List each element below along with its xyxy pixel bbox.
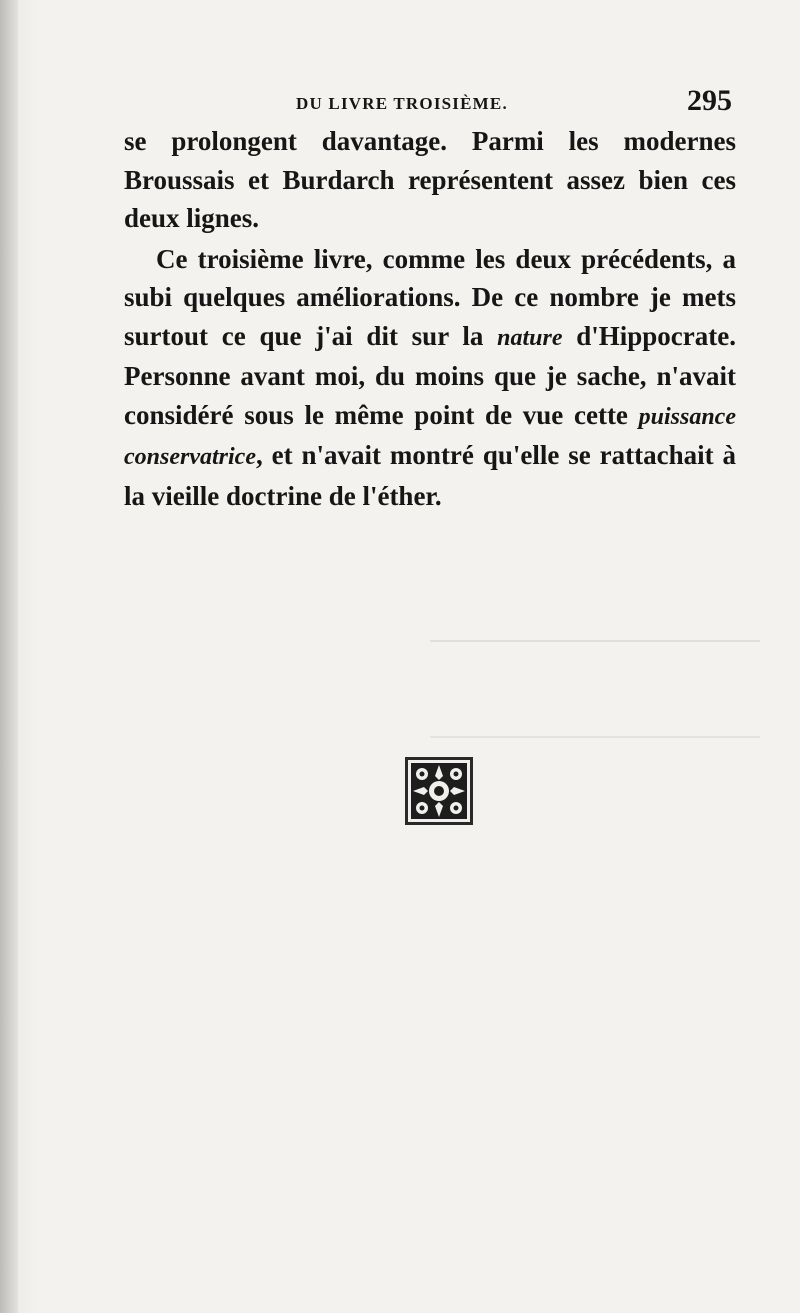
running-header [296,84,736,120]
paragraph-2-part-2: d'Hippocrate. Personne avant moi, du moins que je sache, n'avait considéré sous le même point de vue cette [124,320,736,430]
italic-term-nature: nature [497,324,563,351]
show-through-bar-1 [430,640,760,642]
book-spine-shadow [0,0,18,1313]
paragraph-2-part-3: , et n'avait montré qu'elle se rattachait à la vieille doctrine de l'éther. [124,440,736,511]
paragraph-2 [124,240,736,516]
page-number: 295 [687,84,732,117]
italic-term-puissance: puissance conservatrice [124,403,736,470]
running-title: DU LIVRE TROISIÈME. [296,94,508,113]
paragraph-2-part-1: Ce troisième livre, comme les deux précédents, a subi quelques améliorations. De ce nombre je mets surtout ce que j'ai dit sur la [124,243,736,351]
floral-ornament-icon [404,756,474,826]
paragraph-1: se prolongent davantage. Parmi les modernes Broussais et Burdarch représentent assez bien ces deux lignes. [124,126,736,233]
show-through-bar-2 [430,736,760,738]
body-text [124,122,736,515]
